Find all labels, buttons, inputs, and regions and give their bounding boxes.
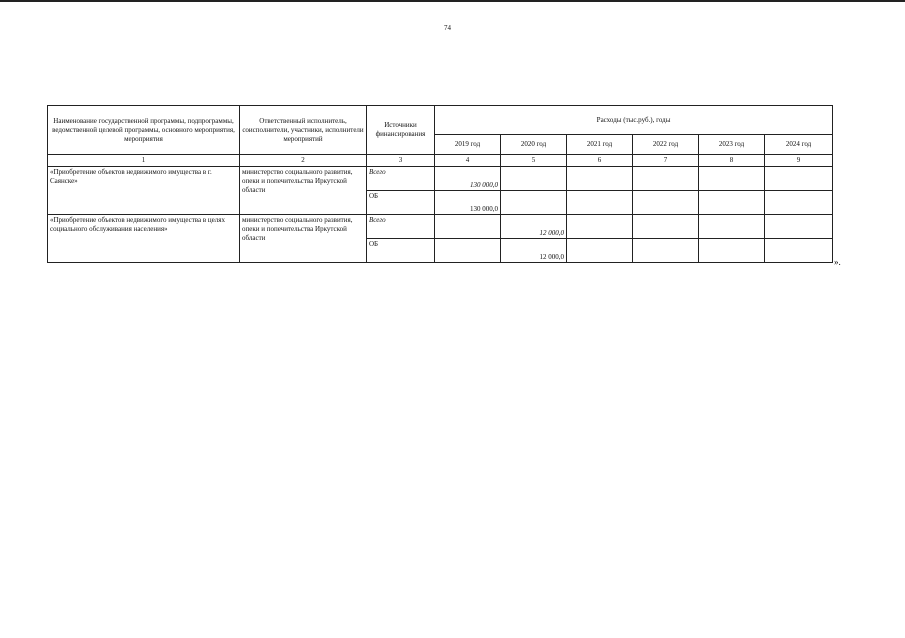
expense-value: 130 000,0 — [435, 167, 501, 191]
expense-value — [435, 215, 501, 239]
expense-value: 12 000,0 — [501, 239, 567, 263]
column-number: 8 — [699, 155, 765, 167]
program-item-name: «Приобретение объектов недвижимого имущества в целях социального обслуживания населения» — [48, 215, 240, 263]
header-year: 2022 год — [633, 135, 699, 155]
column-number: 7 — [633, 155, 699, 167]
column-number: 2 — [240, 155, 367, 167]
expense-value — [699, 167, 765, 191]
expense-value — [633, 167, 699, 191]
page-number: 74 — [444, 24, 451, 32]
expense-value: 12 000,0 — [501, 215, 567, 239]
expense-value — [765, 167, 833, 191]
expense-value — [765, 215, 833, 239]
program-item-executor: министерство социального развития, опеки и попечительства Иркутской области — [240, 167, 367, 215]
funding-source-total: Всего — [367, 167, 435, 191]
header-executor: Ответственный исполнитель, соисполнители, участники, исполнители мероприятий — [240, 106, 367, 155]
header-expenses: Расходы (тыс.руб.), годы — [435, 106, 833, 135]
expense-value — [633, 215, 699, 239]
program-item-name: «Приобретение объектов недвижимого имущества в г. Саянске» — [48, 167, 240, 215]
column-number: 4 — [435, 155, 501, 167]
column-number: 1 — [48, 155, 240, 167]
expense-value — [699, 239, 765, 263]
expense-value — [633, 191, 699, 215]
column-number: 9 — [765, 155, 833, 167]
closing-quote-mark: ». — [834, 257, 841, 267]
expense-value — [567, 167, 633, 191]
expense-value — [567, 239, 633, 263]
expense-value: 130 000,0 — [435, 191, 501, 215]
expense-value — [633, 239, 699, 263]
header-year: 2019 год — [435, 135, 501, 155]
header-year: 2020 год — [501, 135, 567, 155]
header-year: 2023 год — [699, 135, 765, 155]
expense-value — [699, 191, 765, 215]
program-item-executor: министерство социального развития, опеки и попечительства Иркутской области — [240, 215, 367, 263]
expense-value — [567, 215, 633, 239]
header-year: 2021 год — [567, 135, 633, 155]
expense-value — [501, 167, 567, 191]
expense-value — [699, 215, 765, 239]
page-top-border — [0, 0, 905, 2]
column-number: 5 — [501, 155, 567, 167]
budget-table — [47, 105, 833, 263]
expense-value — [435, 239, 501, 263]
header-year: 2024 год — [765, 135, 833, 155]
column-number: 6 — [567, 155, 633, 167]
funding-source-total: Всего — [367, 215, 435, 239]
funding-source-ob: ОБ — [367, 191, 435, 215]
column-number: 3 — [367, 155, 435, 167]
funding-source-ob: ОБ — [367, 239, 435, 263]
expense-value — [765, 191, 833, 215]
expense-value — [567, 191, 633, 215]
header-funding-source: Источники финансирования — [367, 106, 435, 155]
header-program-name: Наименование государственной программы, подпрограммы, ведомственной целевой программы, основного мероприятия, мероприятия — [48, 106, 240, 155]
expense-value — [765, 239, 833, 263]
expense-value — [501, 191, 567, 215]
